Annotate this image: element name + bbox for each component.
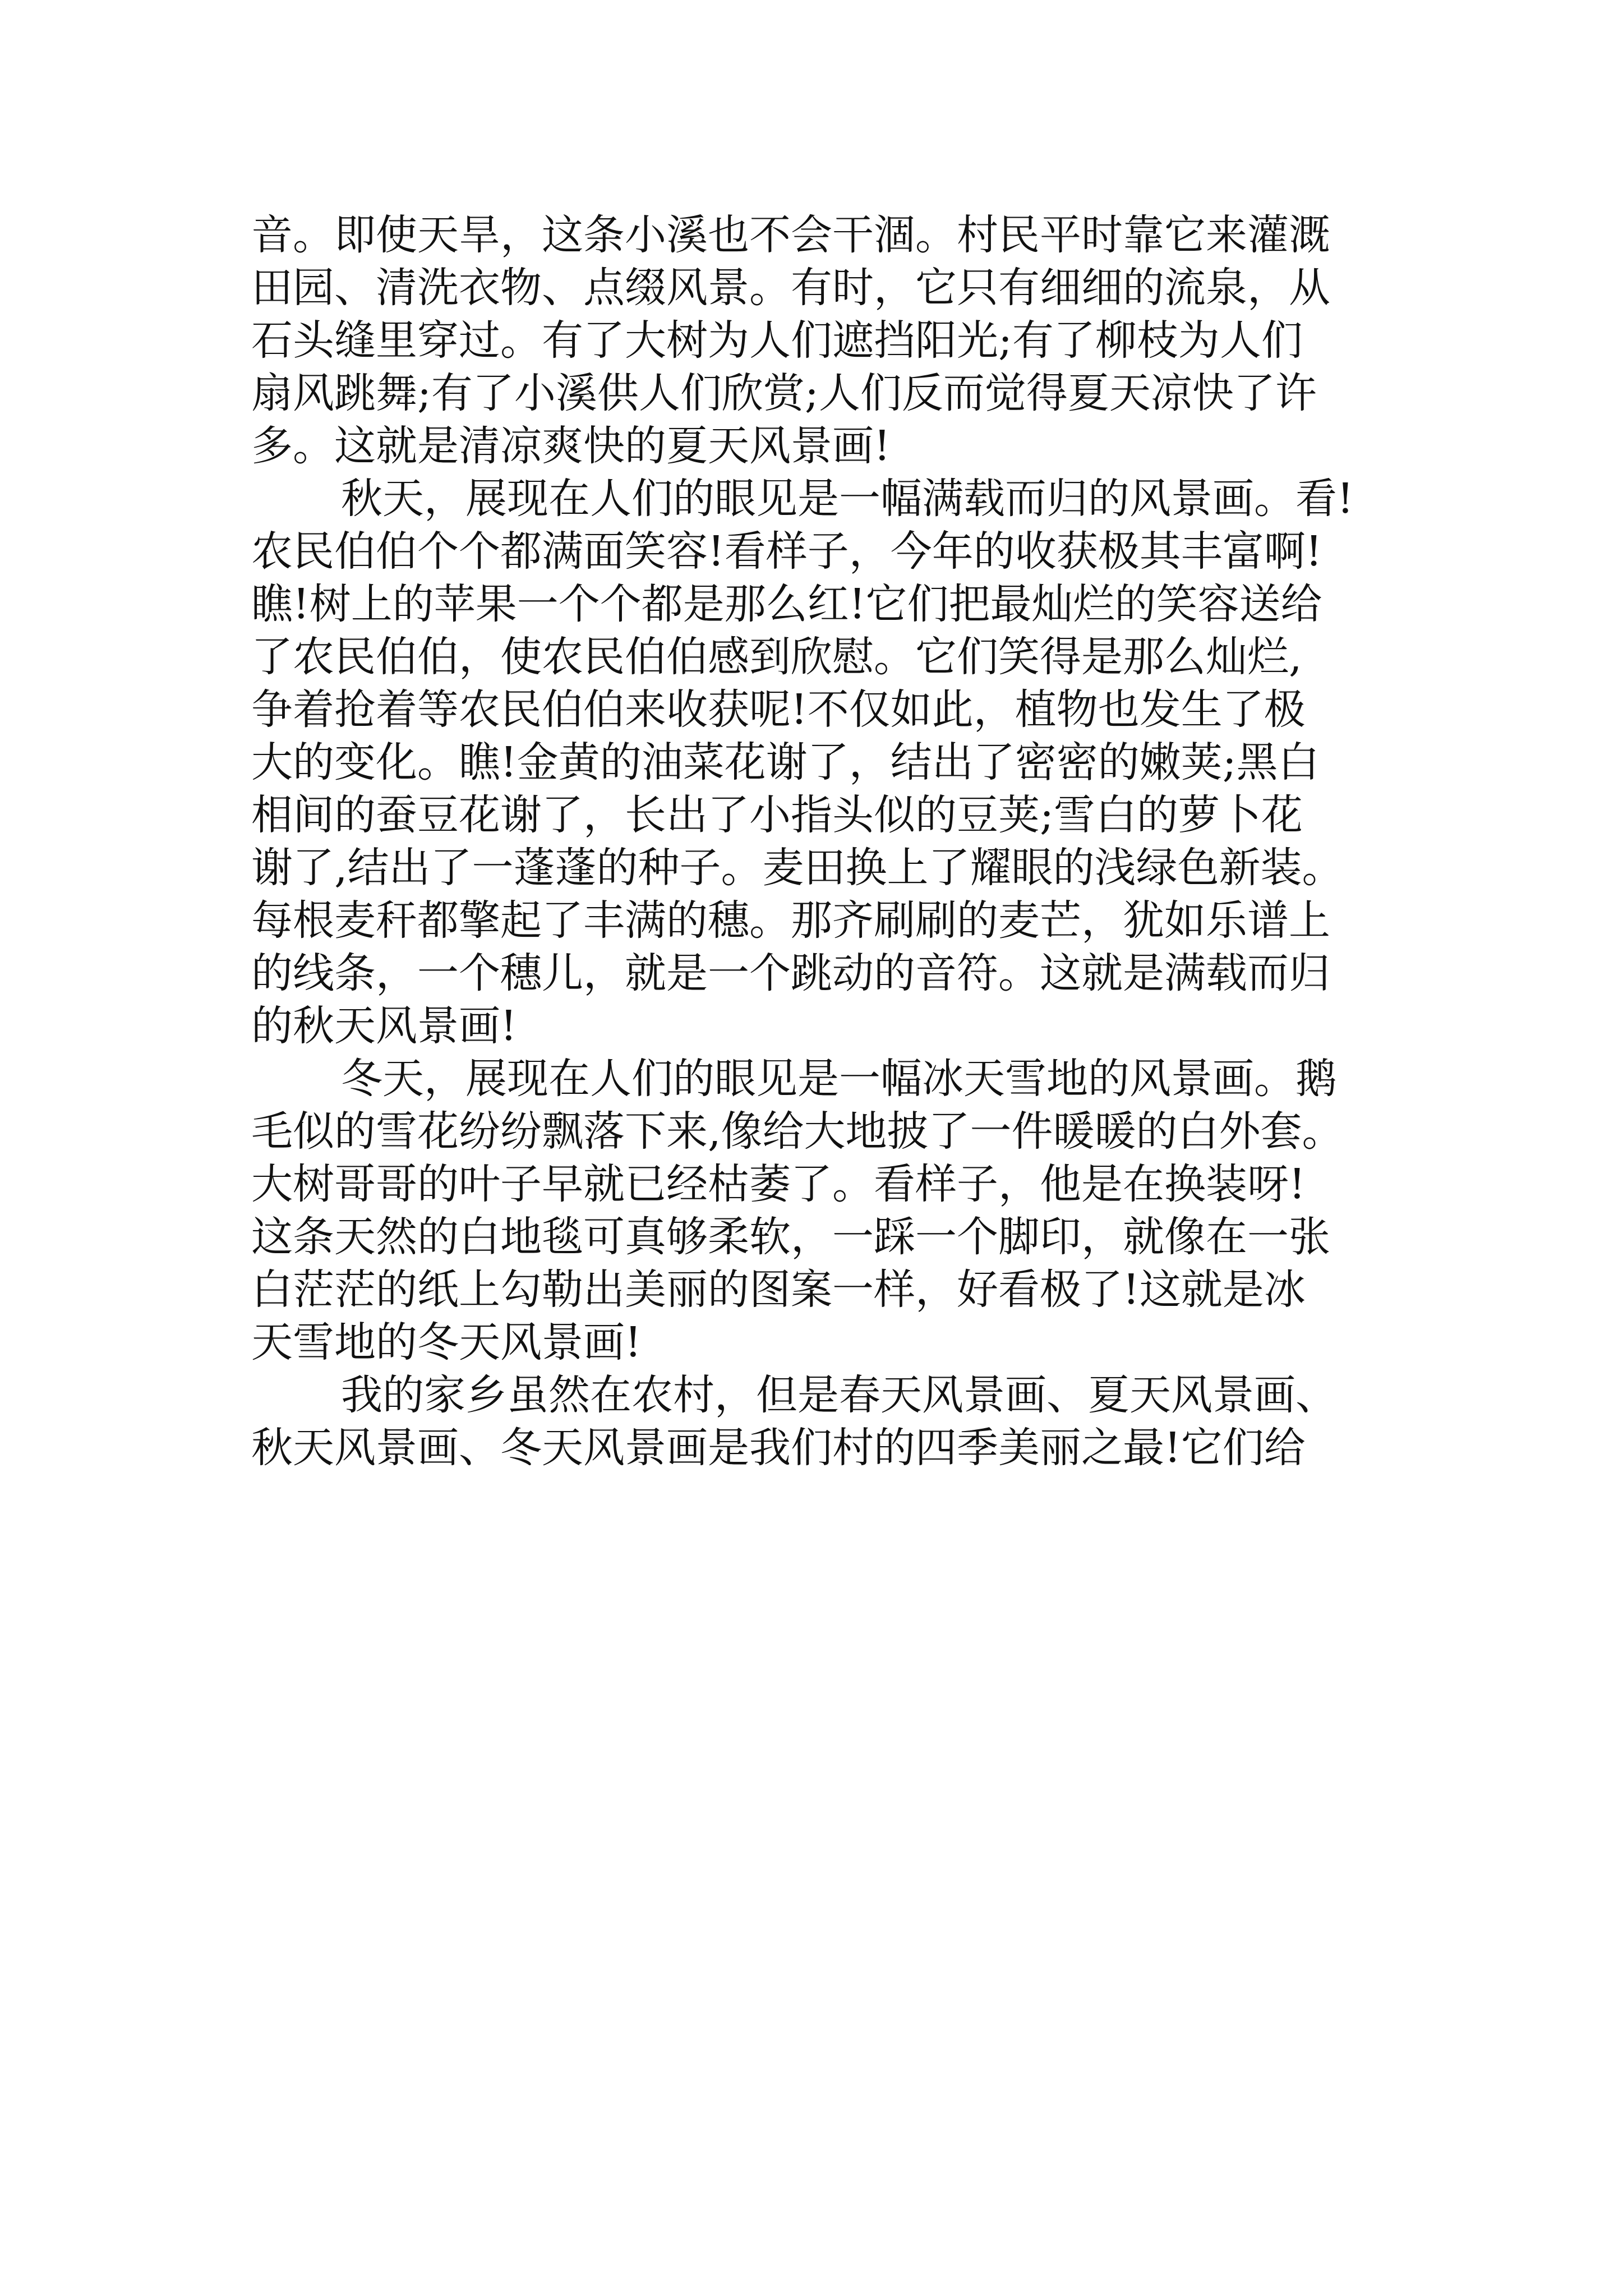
- text-line: 谢了,结出了一蓬蓬的种子。麦田换上了耀眼的浅绿色新装。: [251, 844, 1344, 892]
- text-line: 秋天风景画、冬天风景画是我们村的四季美丽之最!它们给: [251, 1424, 1306, 1472]
- text-line: 天雪地的冬天风景画!: [251, 1318, 642, 1366]
- paragraph-first-line: 冬天，展现在人们的眼见是一幅冰天雪地的风景画。鹅: [341, 1055, 1337, 1103]
- text-line: 田园、清洗衣物、点缀风景。有时，它只有细细的流泉，从: [251, 264, 1330, 312]
- text-line: 音。即使天旱，这条小溪也不会干涸。村民平时靠它来灌溉: [251, 211, 1330, 259]
- text-line: 每根麦秆都擎起了丰满的穗。那齐刷刷的麦芒，犹如乐谱上: [251, 896, 1330, 945]
- text-line: 的线条，一个穗儿，就是一个跳动的音符。这就是满载而归: [251, 949, 1330, 997]
- text-line: 扇风跳舞;有了小溪供人们欣赏;人们反而觉得夏天凉快了许: [251, 369, 1317, 417]
- text-line: 了农民伯伯，使农民伯伯感到欣慰。它们笑得是那么灿烂,: [251, 633, 1302, 681]
- text-line: 这条天然的白地毯可真够柔软，一踩一个脚印，就像在一张: [251, 1213, 1330, 1261]
- text-line: 大树哥哥的叶子早就已经枯萎了。看样子，他是在换装呀!: [251, 1160, 1306, 1208]
- text-line: 多。这就是清凉爽快的夏天风景画!: [251, 422, 891, 470]
- text-line: 瞧!树上的苹果一个个都是那么红!它们把最灿烂的笑容送给: [251, 580, 1322, 628]
- text-line: 大的变化。瞧!金黄的油菜花谢了，结出了密密的嫩荚;黑白: [251, 738, 1320, 786]
- text-line: 白茫茫的纸上勾勒出美丽的图案一样，好看极了!这就是冰: [251, 1266, 1306, 1314]
- paragraph-first-line: 秋天，展现在人们的眼见是一幅满载而归的风景画。看!: [341, 475, 1354, 523]
- text-line: 农民伯伯个个都满面笑容!看样子，今年的收获极其丰富啊!: [251, 527, 1322, 576]
- text-line: 相间的蚕豆花谢了，长出了小指头似的豆荚;雪白的萝卜花: [251, 791, 1303, 839]
- essay-body: [251, 209, 1401, 1474]
- text-line: 石头缝里穿过。有了大树为人们遮挡阳光;有了柳枝为人们: [251, 316, 1303, 365]
- text-line: 的秋天风景画!: [251, 1002, 517, 1050]
- text-line: 争着抢着等农民伯伯来收获呢!不仅如此，植物也发生了极: [251, 685, 1306, 734]
- paragraph-first-line: 我的家乡虽然在农村，但是春天风景画、夏天风景画、: [341, 1371, 1337, 1419]
- text-line: 毛似的雪花纷纷飘落下来,像给大地披了一件暖暖的白外套。: [251, 1107, 1344, 1156]
